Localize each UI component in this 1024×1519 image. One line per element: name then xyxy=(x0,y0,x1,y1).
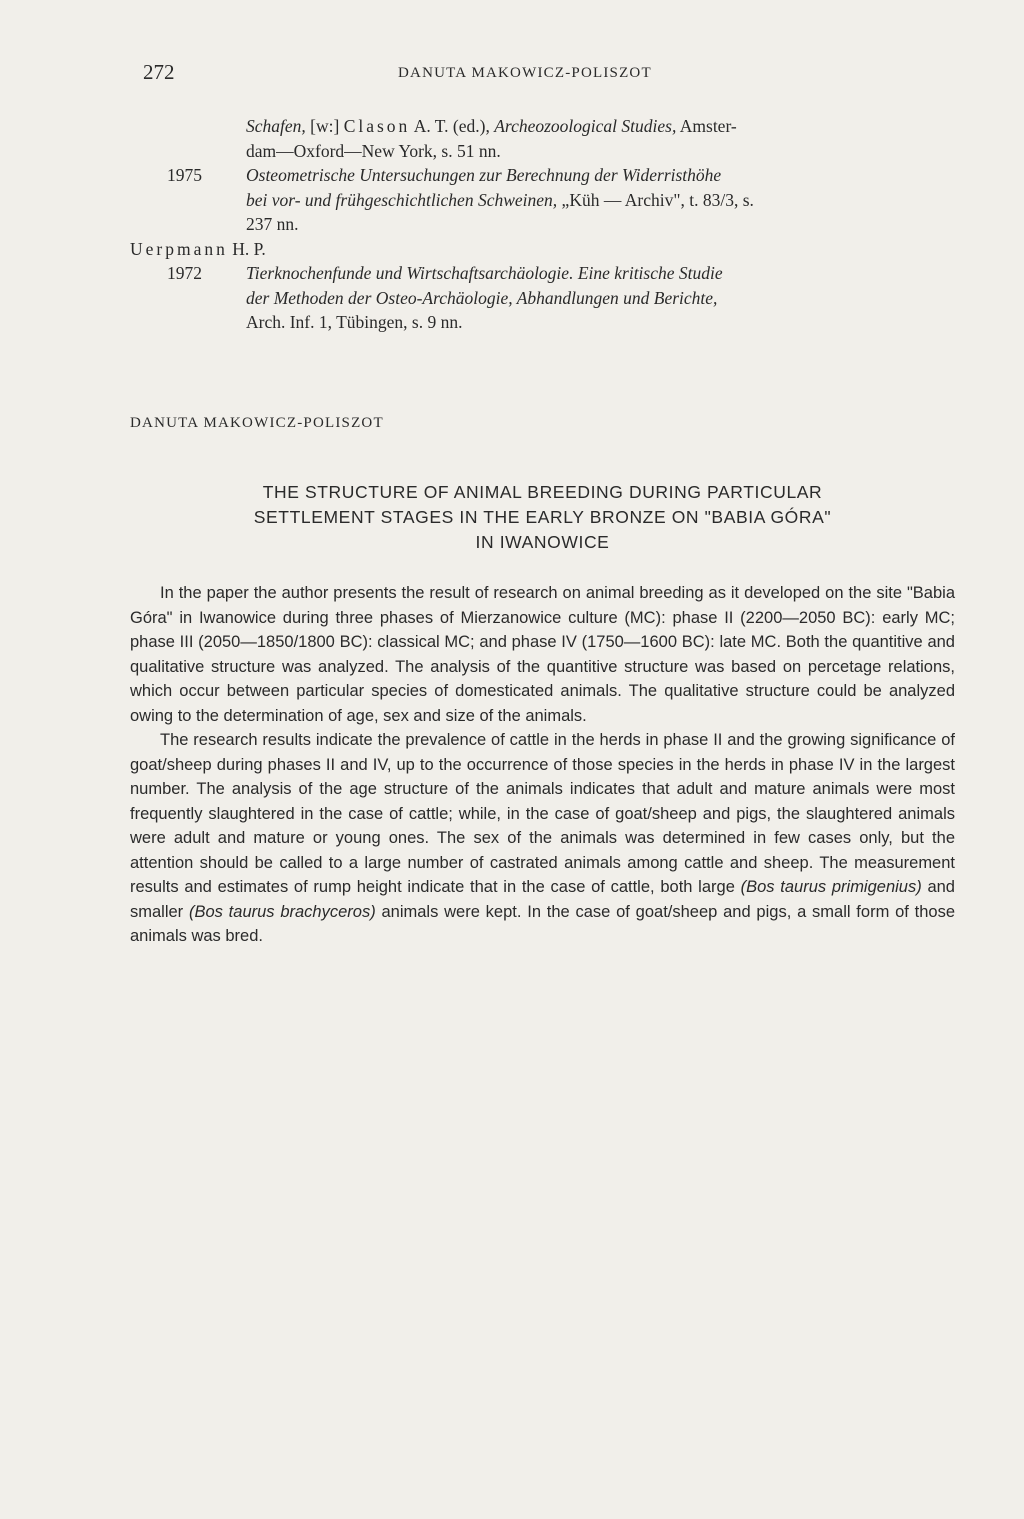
abstract-italic: (Bos taurus primigenius) xyxy=(740,878,922,896)
abstract-paragraph-2 xyxy=(130,728,955,949)
ref-italic: Archeozoological Studies, xyxy=(494,116,677,136)
ref-text: Arch. Inf. 1, Tübingen, s. 9 nn. xyxy=(246,312,463,332)
abstract-italic: (Bos taurus brachyceros) xyxy=(188,902,376,921)
reference-author: Uerpmann xyxy=(130,238,228,259)
summary-title-line-1: THE STRUCTURE OF ANIMAL BREEDING DURING PARTICULAR xyxy=(262,482,823,502)
ref-italic: der Methoden der Osteo-Archäologie, Abhandlungen und Berichte, xyxy=(246,287,718,308)
summary-title-line-2: SETTLEMENT STAGES IN THE EARLY BRONZE ON "BABIA GÓRA" xyxy=(253,507,832,527)
reference-1975-line-2 xyxy=(130,188,955,213)
ref-text: A. T. (ed.), xyxy=(410,116,495,136)
reference-year: 1975 xyxy=(167,165,202,185)
ref-text: Amster- xyxy=(676,116,737,136)
reference-year: 1972 xyxy=(167,263,202,283)
summary-abstract xyxy=(130,581,955,949)
reference-continuation-line-1 xyxy=(130,114,955,139)
reference-1975-line-3 xyxy=(130,212,955,237)
abstract-text: The research results indicate the prevalence of cattle in the herds in phase II and the growing significance of goat/sheep during phases II and IV, up to the occurrence of those species in the herds in phase IV in the largest number. The analysis of the age structure of the animals indicates that adult and mature animals were most frequently slaughtered in the case of cattle; while, in the case of goat/sheep and pigs, the slaughtered animals were adult and mature or young ones. The sex of the animals was determined in few cases only, but the attention should be called to a large number of castrated animals among cattle and sheep. The measurement results and estimates of rump height indicate that in the case of cattle, both large xyxy=(130,731,955,896)
reference-1975-line-1 xyxy=(130,163,955,188)
reference-1972-line-1 xyxy=(130,261,955,286)
summary-author: DANUTA MAKOWICZ-POLISZOT xyxy=(130,415,384,431)
ref-text: „Küh — Archiv", t. 83/3, s. xyxy=(557,189,754,210)
reference-author-initials: H. P. xyxy=(227,238,266,259)
ref-italic: Tierknochenfunde und Wirtschaftsarchäologie. Eine kritische Studie xyxy=(246,263,723,283)
ref-text: dam—Oxford—New York, s. 51 nn. xyxy=(246,140,501,161)
reference-list xyxy=(130,114,955,335)
abstract-text: and smaller xyxy=(130,878,955,921)
reference-1972-line-3 xyxy=(130,310,955,335)
ref-italic: Schafen, xyxy=(246,116,306,136)
summary-title-line-3: IN IWANOWICE xyxy=(475,532,610,552)
ref-text: [w:] xyxy=(305,116,344,136)
running-head: DANUTA MAKOWICZ-POLISZOT xyxy=(398,65,652,81)
ref-italic: bei vor- und frühgeschichtlichen Schweinen, xyxy=(246,189,558,210)
ref-text: 237 nn. xyxy=(246,214,299,234)
page-number: 272 xyxy=(143,60,175,84)
ref-author: Clason xyxy=(343,116,411,136)
ref-italic: Osteometrische Untersuchungen zur Berechnung der Widerristhöhe xyxy=(246,165,722,185)
abstract-text: animals were kept. In the case of goat/sheep and pigs, a small form of those animals was bred. xyxy=(130,902,956,945)
reference-continuation-line-2 xyxy=(130,139,955,164)
reference-1972-line-2 xyxy=(130,286,955,311)
summary-title xyxy=(130,480,955,555)
reference-author-line xyxy=(130,237,955,262)
abstract-paragraph-1: In the paper the author presents the result of research on animal breeding as it developed on the site "Babia Góra" in Iwanowice during three phases of Mierzanowice culture (MC): phase II (2200—2050 BC): early MC; phase III (2050—1850/1800 BC): classical MC; and phase IV (1750—1600 BC): late MC. Both the quantitive and qualitative structure was analyzed. The analysis of the quantitive structure was based on percetage relations, which occur between particular species of domesticated animals. The qualitative structure could be analyzed owing to the determination of age, sex and size of the animals. xyxy=(130,584,955,725)
